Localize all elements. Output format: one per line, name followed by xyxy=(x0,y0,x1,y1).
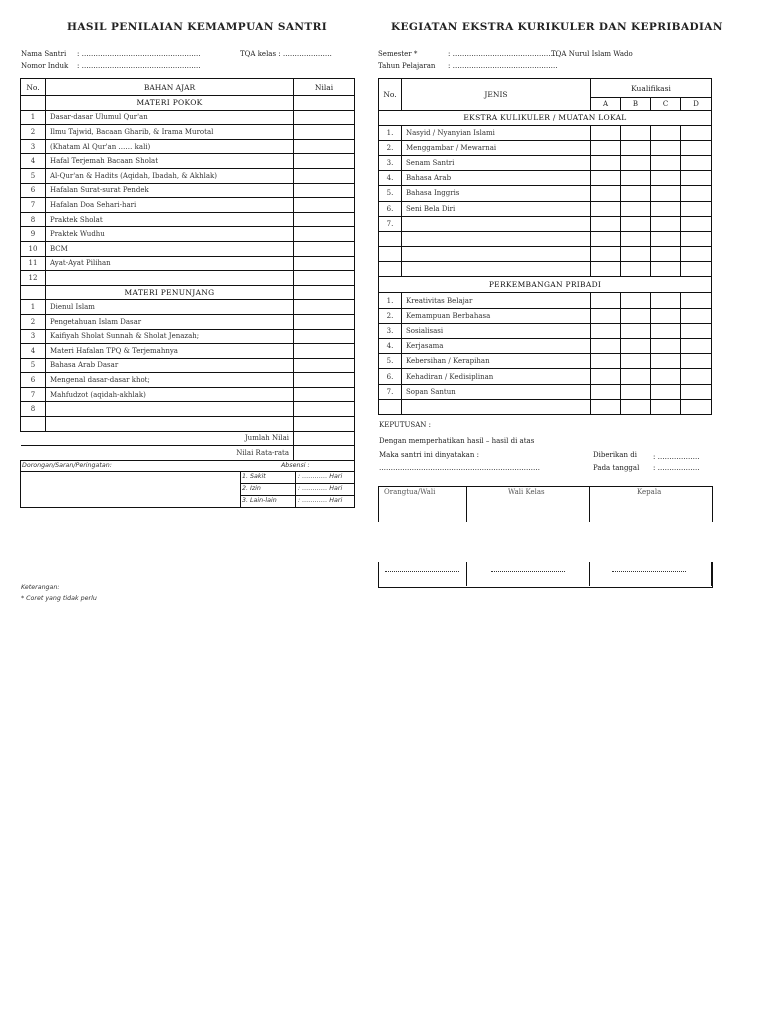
grade-d-cell[interactable] xyxy=(681,216,712,231)
row-number: 5 xyxy=(21,358,46,373)
nama-santri-value[interactable]: : …………………………………………… xyxy=(77,50,201,58)
section-ekstra: EKSTRA KULIKULER / MUATAN LOKAL xyxy=(379,111,712,126)
grade-b-cell[interactable] xyxy=(621,171,651,186)
grade-b-cell[interactable] xyxy=(621,186,651,201)
nomor-induk-value[interactable]: : …………………………………………… xyxy=(77,62,201,70)
absensi-label: Absensi : xyxy=(281,461,310,469)
grade-d: D xyxy=(681,98,712,111)
sign-wali-kelas: Wali Kelas xyxy=(508,488,545,496)
absen-2-label: 3. Lain-lain xyxy=(242,496,277,504)
grade-b-cell[interactable] xyxy=(621,308,651,323)
grade-c-cell[interactable] xyxy=(651,262,681,277)
table-row xyxy=(21,373,355,388)
absen-1-label: 2. Izin xyxy=(242,484,261,492)
rata-rata-label: Nilai Rata-rata xyxy=(21,446,294,461)
grade-c-cell[interactable] xyxy=(651,201,681,216)
row-jenis xyxy=(402,216,591,231)
table-row xyxy=(379,262,712,277)
sign-kepala: Kepala xyxy=(637,488,662,496)
row-subject: BCM xyxy=(46,241,294,256)
grade-d-cell[interactable] xyxy=(681,140,712,155)
section-materi-pokok: MATERI POKOK xyxy=(46,96,294,111)
sign-orangtua: Orangtua/Wali xyxy=(384,488,436,496)
nilai-cell[interactable] xyxy=(294,241,355,256)
row-subject: Al-Qur'an & Hadits (Aqidah, Ibadah, & Akhlak) xyxy=(46,168,294,183)
row-subject xyxy=(46,402,294,417)
keputusan-label: KEPUTUSAN : xyxy=(379,421,431,429)
row-number: 10 xyxy=(21,241,46,256)
row-number: 6 xyxy=(21,183,46,198)
table-row xyxy=(21,183,355,198)
table-row xyxy=(379,186,712,201)
row-jenis: Senam Santri xyxy=(402,155,591,170)
grade-d-cell[interactable] xyxy=(681,247,712,262)
absen-0-label: 1. Sakit xyxy=(242,472,266,480)
absen-0-value[interactable]: : ………… Hari xyxy=(298,472,343,480)
table-row xyxy=(379,354,712,369)
row-subject: Ayat-Ayat Pilihan xyxy=(46,256,294,271)
nilai-cell[interactable] xyxy=(294,125,355,140)
row-number: 6. xyxy=(379,369,402,384)
grade-d-cell[interactable] xyxy=(681,384,712,399)
grade-c-cell[interactable] xyxy=(651,140,681,155)
row-number: 7. xyxy=(379,384,402,399)
nilai-cell[interactable] xyxy=(294,183,355,198)
grade-c-cell[interactable] xyxy=(651,293,681,308)
row-number xyxy=(379,231,402,246)
grade-d-cell[interactable] xyxy=(681,231,712,246)
grade-a-cell[interactable] xyxy=(591,247,621,262)
grade-b-cell[interactable] xyxy=(621,216,651,231)
table-row xyxy=(379,201,712,216)
row-subject xyxy=(46,271,294,286)
row-number: 12 xyxy=(21,271,46,286)
col-no: No. xyxy=(379,79,402,111)
grade-a-cell[interactable] xyxy=(591,354,621,369)
grade-b-cell[interactable] xyxy=(621,399,651,414)
row-jenis: Seni Bela Diri xyxy=(402,201,591,216)
grade-b-cell[interactable] xyxy=(621,354,651,369)
grade-a-cell[interactable] xyxy=(591,262,621,277)
table-row xyxy=(21,300,355,315)
nilai-cell[interactable] xyxy=(294,329,355,344)
tqa-kelas-field[interactable]: TQA kelas : ………………… xyxy=(240,50,332,58)
grade-a-cell[interactable] xyxy=(591,369,621,384)
table-row xyxy=(379,323,712,338)
row-jenis xyxy=(402,231,591,246)
grade-b-cell[interactable] xyxy=(621,339,651,354)
grade-b-cell[interactable] xyxy=(621,384,651,399)
grade-d-cell[interactable] xyxy=(681,399,712,414)
maka-text: Maka santri ini dinyatakan : xyxy=(379,451,479,459)
semester-label: Semester * xyxy=(378,50,418,58)
nilai-cell[interactable] xyxy=(294,110,355,125)
row-number: 5. xyxy=(379,354,402,369)
row-number: 4. xyxy=(379,339,402,354)
grade-a-cell[interactable] xyxy=(591,384,621,399)
grade-c-cell[interactable] xyxy=(651,399,681,414)
grade-c-cell[interactable] xyxy=(651,231,681,246)
grade-d-cell[interactable] xyxy=(681,293,712,308)
nilai-cell[interactable] xyxy=(294,387,355,402)
row-jenis: Kreativitas Belajar xyxy=(402,293,591,308)
row-subject: Mengenal dasar-dasar khot; xyxy=(46,373,294,388)
table-row xyxy=(21,227,355,242)
jumlah-nilai-label: Jumlah Nilai xyxy=(21,431,294,446)
absen-2-value[interactable]: : ………… Hari xyxy=(298,496,343,504)
table-row xyxy=(21,256,355,271)
table-row xyxy=(21,168,355,183)
row-jenis: Sopan Santun xyxy=(402,384,591,399)
row-number xyxy=(379,399,402,414)
grade-b-cell[interactable] xyxy=(621,201,651,216)
table-row xyxy=(379,308,712,323)
maka-dots[interactable]: …………………………………………………………… xyxy=(379,464,540,472)
row-subject: Hafalan Doa Sehari-hari xyxy=(46,198,294,213)
grade-b-cell[interactable] xyxy=(621,125,651,140)
grade-d-cell[interactable] xyxy=(681,262,712,277)
grade-d-cell[interactable] xyxy=(681,369,712,384)
nilai-cell[interactable] xyxy=(294,314,355,329)
row-number xyxy=(379,262,402,277)
grade-a: A xyxy=(591,98,621,111)
grade-b-cell[interactable] xyxy=(621,140,651,155)
sign-line-kepala[interactable] xyxy=(612,571,686,572)
tahun-label: Tahun Pelajaran xyxy=(378,62,436,70)
grade-b-cell[interactable] xyxy=(621,323,651,338)
table-row xyxy=(21,125,355,140)
row-number: 8 xyxy=(21,212,46,227)
grade-a-cell[interactable] xyxy=(591,231,621,246)
row-jenis: Menggambar / Mewarnai xyxy=(402,140,591,155)
row-jenis: Sosialisasi xyxy=(402,323,591,338)
table-row xyxy=(379,216,712,231)
tahun-value[interactable]: : ……………………………………… xyxy=(448,62,558,70)
grade-a-cell[interactable] xyxy=(591,339,621,354)
row-jenis xyxy=(402,262,591,277)
nilai-cell[interactable] xyxy=(294,154,355,169)
table-row xyxy=(379,231,712,246)
sign-line-orangtua[interactable] xyxy=(385,571,459,572)
grade-c-cell[interactable] xyxy=(651,155,681,170)
nilai-cell[interactable] xyxy=(294,300,355,315)
diberikan-value[interactable]: : ……………… xyxy=(653,453,700,461)
col-no: No. xyxy=(21,79,46,96)
nilai-cell[interactable] xyxy=(294,198,355,213)
keterangan-label: Keterangan: xyxy=(21,584,60,591)
nilai-cell[interactable] xyxy=(294,227,355,242)
grade-c-cell[interactable] xyxy=(651,216,681,231)
row-number: 1. xyxy=(379,125,402,140)
grade-c-cell[interactable] xyxy=(651,186,681,201)
row-jenis: Kehadiran / Kedisiplinan xyxy=(402,369,591,384)
table-row xyxy=(21,110,355,125)
grade-a-cell[interactable] xyxy=(591,216,621,231)
table-row xyxy=(21,139,355,154)
grade-d-cell[interactable] xyxy=(681,186,712,201)
grade-c-cell[interactable] xyxy=(651,323,681,338)
sign-line-wali[interactable] xyxy=(491,571,565,572)
row-subject: Dienul Islam xyxy=(46,300,294,315)
grade-b-cell[interactable] xyxy=(621,369,651,384)
row-subject: Praktek Wudhu xyxy=(46,227,294,242)
row-jenis: Bahasa Inggris xyxy=(402,186,591,201)
nilai-cell[interactable] xyxy=(294,271,355,286)
grade-c-cell[interactable] xyxy=(651,171,681,186)
row-jenis: Bahasa Arab xyxy=(402,171,591,186)
row-number: 4 xyxy=(21,154,46,169)
nilai-cell[interactable] xyxy=(294,402,355,417)
row-subject: Kaifiyah Sholat Sunnah & Sholat Jenazah; xyxy=(46,329,294,344)
table-row xyxy=(379,155,712,170)
kualifikasi-table xyxy=(378,78,712,415)
col-nilai: Nilai xyxy=(294,79,355,96)
table-row xyxy=(21,154,355,169)
row-number: 3 xyxy=(21,329,46,344)
semester-value[interactable]: : ……………………………………… xyxy=(448,50,558,58)
grade-d-cell[interactable] xyxy=(681,171,712,186)
saran-label: Dorongan/Saran/Peringatan: xyxy=(22,461,112,469)
table-row xyxy=(21,387,355,402)
row-number: 7 xyxy=(21,198,46,213)
row-number: 7 xyxy=(21,387,46,402)
grade-a-cell[interactable] xyxy=(591,201,621,216)
section-pribadi: PERKEMBANGAN PRIBADI xyxy=(379,277,712,293)
row-jenis xyxy=(402,399,591,414)
grade-c-cell[interactable] xyxy=(651,339,681,354)
row-subject: Ilmu Tajwid, Bacaan Gharib, & Irama Murotal xyxy=(46,125,294,140)
row-subject: Hafal Terjemah Bacaan Sholat xyxy=(46,154,294,169)
table-row xyxy=(379,369,712,384)
grade-c-cell[interactable] xyxy=(651,369,681,384)
nilai-cell[interactable] xyxy=(294,373,355,388)
coret-note: * Coret yang tidak perlu xyxy=(21,595,97,602)
row-subject: Mahfudzot (aqidah-akhlak) xyxy=(46,387,294,402)
grade-d-cell[interactable] xyxy=(681,125,712,140)
table-row xyxy=(21,402,355,417)
grade-a-cell[interactable] xyxy=(591,399,621,414)
tanggal-value[interactable]: : ……………… xyxy=(653,464,700,472)
table-row xyxy=(379,171,712,186)
grade-a-cell[interactable] xyxy=(591,323,621,338)
row-number: 4. xyxy=(379,171,402,186)
nomor-induk-label: Nomor Induk xyxy=(21,62,69,70)
row-number: 1 xyxy=(21,110,46,125)
table-row xyxy=(21,358,355,373)
col-kualifikasi: Kualifikasi xyxy=(591,79,712,98)
grade-d-cell[interactable] xyxy=(681,308,712,323)
rata-rata-cell[interactable] xyxy=(294,446,355,461)
nilai-cell[interactable] xyxy=(294,168,355,183)
row-number: 6 xyxy=(21,373,46,388)
nilai-cell[interactable] xyxy=(294,344,355,359)
left-title: HASIL PENILAIAN KEMAMPUAN SANTRI xyxy=(67,21,328,33)
grade-b-cell[interactable] xyxy=(621,247,651,262)
row-number: 5. xyxy=(379,186,402,201)
row-number: 2 xyxy=(21,125,46,140)
row-jenis: Nasyid / Nyanyian Islami xyxy=(402,125,591,140)
grade-d-cell[interactable] xyxy=(681,155,712,170)
table-row xyxy=(21,198,355,213)
diberikan-label: Diberikan di xyxy=(593,451,637,459)
table-row xyxy=(21,329,355,344)
grade-b: B xyxy=(621,98,651,111)
row-subject: Dasar-dasar Ulumul Qur'an xyxy=(46,110,294,125)
table-row xyxy=(379,399,712,414)
row-number: 1 xyxy=(21,300,46,315)
table-row xyxy=(379,247,712,262)
grade-a-cell[interactable] xyxy=(591,171,621,186)
grade-b-cell[interactable] xyxy=(621,293,651,308)
grade-b-cell[interactable] xyxy=(621,231,651,246)
row-subject: (Khatam Al Qur'an …… kali) xyxy=(46,139,294,154)
col-jenis: JENIS xyxy=(402,79,591,111)
row-number: 2. xyxy=(379,140,402,155)
row-subject: Bahasa Arab Dasar xyxy=(46,358,294,373)
row-jenis xyxy=(402,247,591,262)
grade-a-cell[interactable] xyxy=(591,125,621,140)
grade-d-cell[interactable] xyxy=(681,201,712,216)
table-row xyxy=(379,125,712,140)
grade-a-cell[interactable] xyxy=(591,140,621,155)
right-title: KEGIATAN EKSTRA KURIKULER DAN KEPRIBADIAN xyxy=(391,21,723,33)
row-subject: Hafalan Surat-surat Pendek xyxy=(46,183,294,198)
grade-c-cell[interactable] xyxy=(651,125,681,140)
row-subject: Pengetahuan Islam Dasar xyxy=(46,314,294,329)
table-row xyxy=(21,241,355,256)
row-number: 2. xyxy=(379,308,402,323)
row-subject: Materi Hafalan TPQ & Terjemahnya xyxy=(46,344,294,359)
grade-d-cell[interactable] xyxy=(681,354,712,369)
grade-a-cell[interactable] xyxy=(591,186,621,201)
nilai-cell[interactable] xyxy=(294,256,355,271)
row-jenis: Kebersihan / Kerapihan xyxy=(402,354,591,369)
row-jenis: Kerjasama xyxy=(402,339,591,354)
row-number: 11 xyxy=(21,256,46,271)
grade-a-cell[interactable] xyxy=(591,293,621,308)
grade-b-cell[interactable] xyxy=(621,155,651,170)
row-number: 5 xyxy=(21,168,46,183)
row-number: 3. xyxy=(379,323,402,338)
grade-a-cell[interactable] xyxy=(591,308,621,323)
table-row xyxy=(21,314,355,329)
table-row xyxy=(21,271,355,286)
row-jenis: Kemampuan Berbahasa xyxy=(402,308,591,323)
row-subject: Praktek Sholat xyxy=(46,212,294,227)
table-row xyxy=(21,212,355,227)
grade-c-cell[interactable] xyxy=(651,384,681,399)
tanggal-label: Pada tanggal xyxy=(593,464,640,472)
grade-c-cell[interactable] xyxy=(651,247,681,262)
nilai-table xyxy=(20,78,355,508)
nama-santri-label: Nama Santri xyxy=(21,50,67,58)
tqa-name: TQA Nurul Islam Wado xyxy=(551,50,633,58)
jumlah-nilai-cell[interactable] xyxy=(294,431,355,446)
grade-c-cell[interactable] xyxy=(651,308,681,323)
table-row xyxy=(379,339,712,354)
nilai-cell[interactable] xyxy=(294,139,355,154)
row-number: 6. xyxy=(379,201,402,216)
grade-a-cell[interactable] xyxy=(591,155,621,170)
grade-b-cell[interactable] xyxy=(621,262,651,277)
row-number: 1. xyxy=(379,293,402,308)
grade-d-cell[interactable] xyxy=(681,339,712,354)
col-bahan-ajar: BAHAN AJAR xyxy=(46,79,294,96)
table-row xyxy=(379,293,712,308)
row-number: 7. xyxy=(379,216,402,231)
row-number: 8 xyxy=(21,402,46,417)
table-row xyxy=(21,344,355,359)
row-number: 4 xyxy=(21,344,46,359)
row-number: 2 xyxy=(21,314,46,329)
row-number: 3 xyxy=(21,139,46,154)
row-number xyxy=(379,247,402,262)
nilai-cell[interactable] xyxy=(294,212,355,227)
grade-c-cell[interactable] xyxy=(651,354,681,369)
grade-c: C xyxy=(651,98,681,111)
grade-d-cell[interactable] xyxy=(681,323,712,338)
section-materi-penunjang: MATERI PENUNJANG xyxy=(46,285,294,300)
signature-gap xyxy=(378,522,713,562)
table-row xyxy=(379,384,712,399)
dengan-text: Dengan memperhatikan hasil – hasil di atas xyxy=(379,437,535,445)
row-number: 9 xyxy=(21,227,46,242)
nilai-cell[interactable] xyxy=(294,358,355,373)
row-number: 3. xyxy=(379,155,402,170)
table-row xyxy=(379,140,712,155)
absen-1-value[interactable]: : ………… Hari xyxy=(298,484,343,492)
